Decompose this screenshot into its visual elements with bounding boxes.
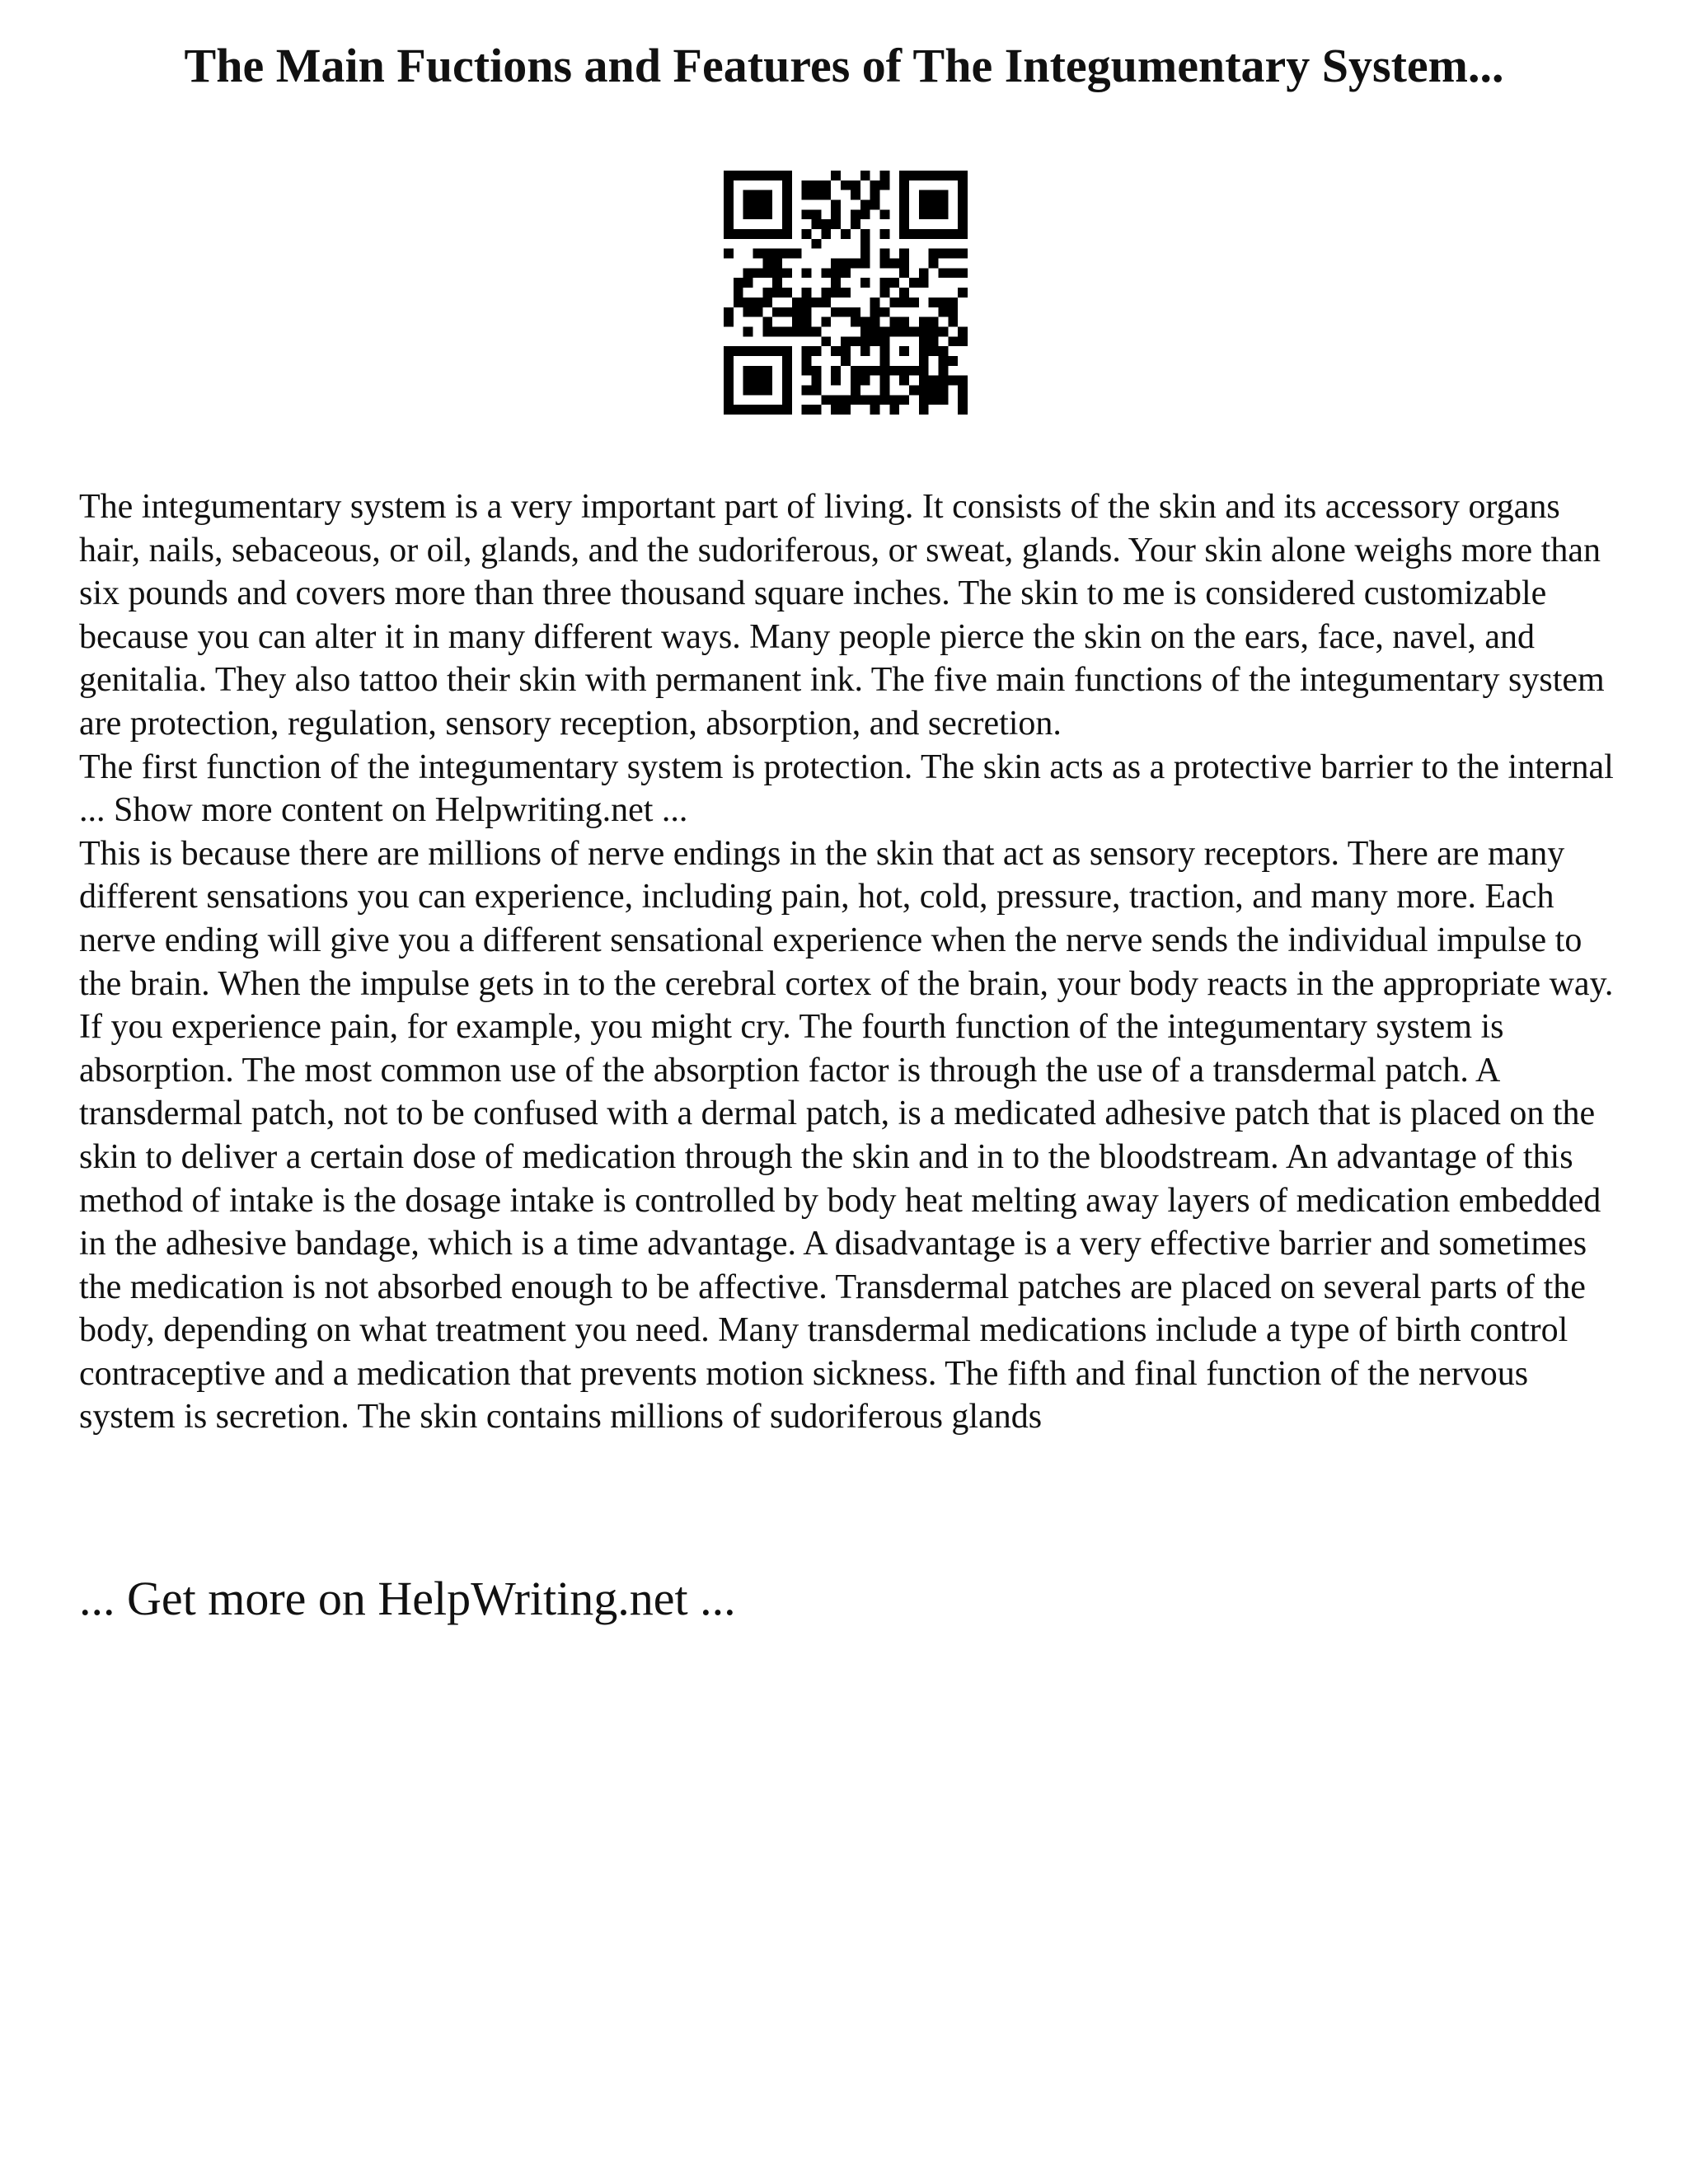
body-text (79, 485, 1629, 1439)
paragraph-protection: The first function of the integumentary system is protection. The skin acts as a protective barrier to the internal ... Show more content on Helpwriting.net ... (79, 748, 1614, 830)
paragraph-sensory: This is because there are millions of nerve endings in the skin that act as sensory receptors. There are many different sensations you can experience, including pain, hot, cold, pressure, traction, and many more. Each nerve ending will give you a different sensational experience when the nerve sends the individual impulse to the brain. When the impulse gets in to the cerebral cortex of the brain, your body reacts in the appropriate way. If you experience pain, for example, you might cry. The fourth function of the integumentary system is absorption. The most common use of the absorption factor is through the use of a transdermal patch. A transdermal patch, not to be confused with a dermal patch, is a medicated adhesive patch that is placed on the skin to deliver a certain dose of medication through the skin and in to the bloodstream. An advantage of this method of intake is the dosage intake is controlled by body heat melting away layers of medication embedded in the adhesive bandage, which is a time advantage. A disadvantage is a very effective barrier and sometimes the medication is not absorbed enough to be affective. Transdermal patches are placed on several parts of the body, depending on what treatment you need. Many transdermal medications include a type of birth control contraceptive and a medication that prevents motion sickness. The fifth and final function of the nervous system is secretion. The skin contains millions of sudoriferous glands (79, 834, 1614, 1436)
get-more-link[interactable]: ... Get more on HelpWriting.net ... (79, 1572, 736, 1625)
paragraph-intro: The integumentary system is a very important part of living. It consists of the skin and its accessory organs hair, nails, sebaceous, or oil, glands, and the sudoriferous, or sweat, glands. Your skin alone weighs more than six pounds and covers more than three thousand square inches. The skin to me is considered customizable because you can alter it in many different ways. Many people pierce the skin on the ears, face, navel, and genitalia. They also tattoo their skin with permanent ink. The five main functions of the integumentary system are protection, regulation, sensory reception, absorption, and secretion. (79, 488, 1605, 743)
document-title: The Main Fuctions and Features of The Integumentary System... (184, 39, 1504, 92)
qr-code-icon (724, 171, 968, 415)
